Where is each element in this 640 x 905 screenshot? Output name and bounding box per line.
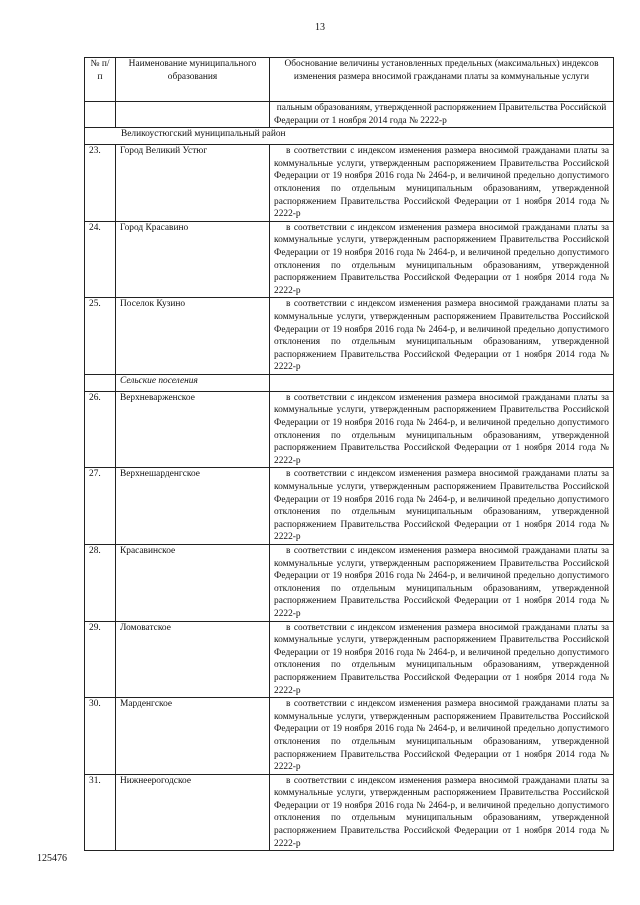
justification-text: в соответствии с индексом изменения размера вносимой гражданами платы за коммунальные услуги, утвержденным распоряжением Правительства Российской Федерации от 19 ноября 2016 года № 2464-р, и величиной предельно допустимого отклонения по отдельным муниципальным образованиям, утвержденной распоряжением Правительства Российской Федерации от 1 ноября 2014 года № 2222-р [274,622,609,696]
justification-text: в соответствии с индексом изменения размера вносимой гражданами платы за коммунальные услуги, утвержденным распоряжением Правительства Российской Федерации от 19 ноября 2016 года № 2464-р, и величиной предельно допустимого отклонения по отдельным муниципальным образованиям, утвержденной распоряжением Правительства Российской Федерации от 1 ноября 2014 года № 2222-р [274,392,609,466]
row-number: 28. [85,545,116,622]
header-justification: Обоснование величины установленных предельных (максимальных) индексов изменения размера вносимой гражданами платы за коммунальные услуги [270,58,614,102]
subsection-title: Сельские поселения [116,374,270,391]
continuation-text: пальным образованиям, утвержденной распоряжением Правительства Российской Федерации от 1 ноября 2014 года № 2222-р [270,102,614,128]
table-row [85,698,614,775]
municipality-name: Город Красавино [116,221,270,298]
row-number: 27. [85,468,116,545]
justification-cell [270,298,614,375]
justification-cell [270,698,614,775]
table-row [85,221,614,298]
table-row [85,298,614,375]
justification-cell [270,468,614,545]
justification-cell [270,145,614,222]
municipality-name: Город Великий Устюг [116,145,270,222]
justification-cell [270,774,614,851]
justification-cell [270,221,614,298]
table-row [85,145,614,222]
row-number: 26. [85,391,116,468]
row-number: 30. [85,698,116,775]
table-body [85,102,614,851]
municipality-name: Нижнеерогодское [116,774,270,851]
justification-text: в соответствии с индексом изменения размера вносимой гражданами платы за коммунальные услуги, утвержденным распоряжением Правительства Российской Федерации от 19 ноября 2016 года № 2464-р, и величиной предельно допустимого отклонения по отдельным муниципальным образованиям, утвержденной распоряжением Правительства Российской Федерации от 1 ноября 2014 года № 2222-р [274,546,609,619]
header-municipality: Наименование муниципального образования [116,58,270,102]
justification-text: в соответствии с индексом изменения размера вносимой гражданами платы за коммунальные услуги, утвержденным распоряжением Правительства Российской Федерации от 19 ноября 2016 года № 2464-р, и величиной предельно допустимого отклонения по отдельным муниципальным образованиям, утвержденной распоряжением Правительства Российской Федерации от 1 ноября 2014 года № 2222-р [274,222,609,296]
justification-cell [270,391,614,468]
table-row [85,621,614,698]
continuation-row [85,102,614,128]
row-number: 31. [85,774,116,851]
row-number: 23. [85,145,116,222]
table-row [85,545,614,622]
justification-cell [270,545,614,622]
row-number: 25. [85,298,116,375]
indices-table [84,57,614,851]
table-header [85,58,614,102]
district-row [85,128,614,145]
justification-text: в соответствии с индексом изменения размера вносимой гражданами платы за коммунальные услуги, утвержденным распоряжением Правительства Российской Федерации от 19 ноября 2016 года № 2464-р, и величиной предельно допустимого отклонения по отдельным муниципальным образованиям, утвержденной распоряжением Правительства Российской Федерации от 1 ноября 2014 года № 2222-р [274,146,609,220]
justification-text: в соответствии с индексом изменения размера вносимой гражданами платы за коммунальные услуги, утвержденным распоряжением Правительства Российской Федерации от 19 ноября 2016 года № 2464-р, и величиной предельно допустимого отклонения по отдельным муниципальным образованиям, утвержденной распоряжением Правительства Российской Федерации от 1 ноября 2014 года № 2222-р [274,299,609,373]
table-row [85,391,614,468]
subsection-row [85,374,614,391]
table-row [85,468,614,545]
district-title: Великоустюгский муниципальный район [85,128,614,145]
document-code: 125476 [37,853,67,864]
justification-cell [270,621,614,698]
header-number: № п/п [85,58,116,102]
justification-text: в соответствии с индексом изменения размера вносимой гражданами платы за коммунальные услуги, утвержденным распоряжением Правительства Российской Федерации от 19 ноября 2016 года № 2464-р, и величиной предельно допустимого отклонения по отдельным муниципальным образованиям, утвержденной распоряжением Правительства Российской Федерации от 1 ноября 2014 года № 2222-р [274,775,609,849]
page-number: 13 [315,22,325,33]
municipality-name: Верхнешарденгское [116,468,270,545]
municipality-name: Поселок Кузино [116,298,270,375]
row-number: 24. [85,221,116,298]
row-number: 29. [85,621,116,698]
justification-text: в соответствии с индексом изменения размера вносимой гражданами платы за коммунальные услуги, утвержденным распоряжением Правительства Российской Федерации от 19 ноября 2016 года № 2464-р, и величиной предельно допустимого отклонения по отдельным муниципальным образованиям, утвержденной распоряжением Правительства Российской Федерации от 1 ноября 2014 года № 2222-р [274,469,609,543]
municipality-name: Марденгское [116,698,270,775]
municipality-name: Верхневарженское [116,391,270,468]
municipality-name: Красавинское [116,545,270,622]
municipality-name: Ломоватское [116,621,270,698]
table-row [85,774,614,851]
justification-text: в соответствии с индексом изменения размера вносимой гражданами платы за коммунальные услуги, утвержденным распоряжением Правительства Российской Федерации от 19 ноября 2016 года № 2464-р, и величиной предельно допустимого отклонения по отдельным муниципальным образованиям, утвержденной распоряжением Правительства Российской Федерации от 1 ноября 2014 года № 2222-р [274,699,609,773]
